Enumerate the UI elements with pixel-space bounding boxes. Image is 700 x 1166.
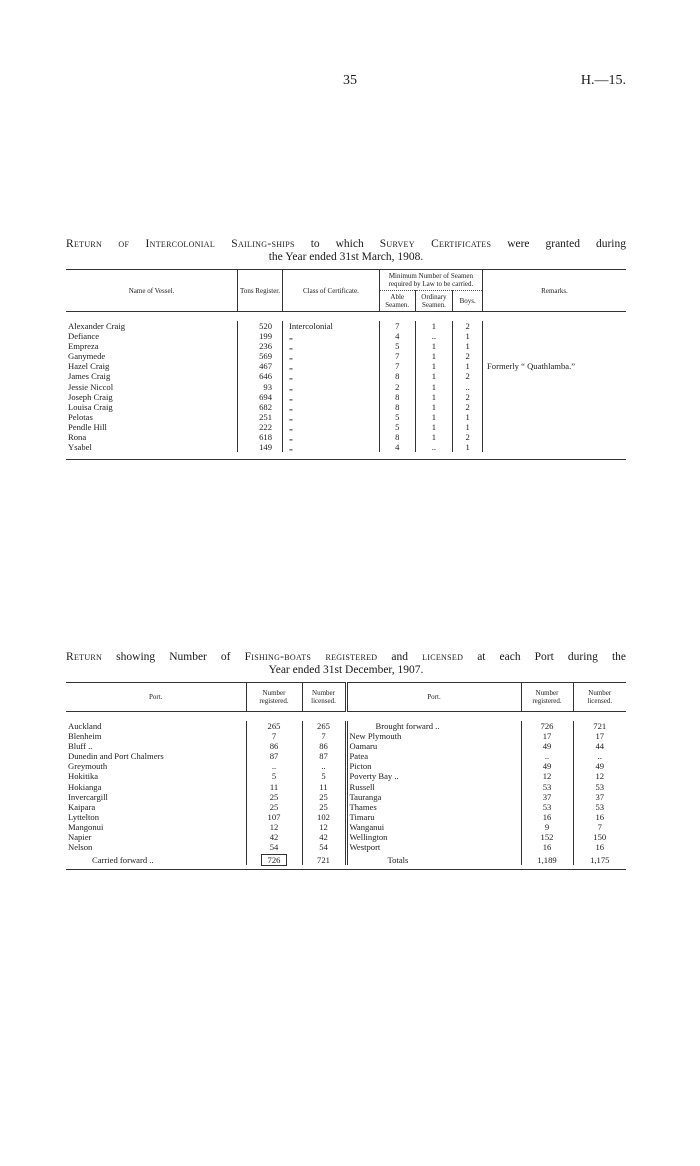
header-port-left: Port. [66,683,246,712]
sailing-ships-table [66,269,626,460]
remarks [483,402,627,412]
tons-register: 222 [238,422,283,432]
remarks: Formerly “ Quathlamba.” [483,361,627,371]
number-registered: 37 [521,792,573,802]
number-registered: 49 [521,741,573,751]
page-number: 35 [343,73,357,88]
able-seamen: 7 [379,321,415,331]
table2-title [66,651,626,677]
vessel-name: Pelotas [68,411,93,422]
table-row [66,341,626,351]
certificate-class: Intercolonial [283,321,380,331]
title-part: Survey Certificates [379,238,492,250]
number-licensed: .. [573,751,626,761]
number-registered: 87 [246,751,302,761]
port-name: Nelson [68,842,93,853]
vessel-name: Rona [68,432,87,443]
remarks [483,321,627,331]
port-name: Invercargill [68,791,108,802]
number-licensed: 54 [302,842,346,852]
tons-register: 251 [238,412,283,422]
table-row [66,432,626,442]
vessel-name: Alexander Craig [68,321,126,331]
certificate-class: „ [283,371,380,381]
title-part: Fishing-boats registered [244,651,378,663]
vessel-name: Empreza [68,341,99,352]
ordinary-seamen: 1 [415,412,453,422]
carried-forward-registered: 726 [261,854,288,866]
table-row [66,842,626,852]
title-part: were granted during [491,238,626,250]
vessel-name: James Craig [68,371,111,382]
table-row [66,721,626,731]
number-registered: 54 [246,842,302,852]
port-name: Auckland [68,721,102,731]
vessel-name: Pendle Hill [68,421,107,432]
tons-register: 149 [238,442,283,452]
table-row [66,782,626,792]
certificate-class: „ [283,351,380,361]
table-row [66,771,626,781]
number-licensed: .. [302,761,346,771]
number-licensed: 42 [302,832,346,842]
port-name: Poverty Bay .. [346,771,521,781]
boys: 1 [453,412,483,422]
number-registered: .. [521,751,573,761]
number-licensed: 16 [573,812,626,822]
table1-title [66,238,626,264]
number-registered: 25 [246,802,302,812]
table-row [66,412,626,422]
table-row [66,382,626,392]
totals-row [66,852,626,865]
number-licensed: 7 [302,731,346,741]
able-seamen: 8 [379,402,415,412]
certificate-class: „ [283,361,380,371]
header-licensed-right: Number licensed. [573,683,626,712]
totals-licensed: 1,175 [573,852,626,865]
title-part: to which [294,238,380,250]
table-row [66,802,626,812]
port-name: Thames [346,802,521,812]
vessel-name: Louisa Craig [68,401,113,412]
vessel-name: Joseph Craig [68,391,113,402]
boys: 2 [453,321,483,331]
remarks [483,412,627,422]
port-name: Oamaru [346,741,521,751]
vessel-name: Defiance [68,331,100,342]
ordinary-seamen: 1 [415,361,453,371]
number-licensed: 5 [302,771,346,781]
fishing-boats-table [66,682,626,870]
number-licensed: 12 [302,822,346,832]
port-name: Lyttelton [68,811,100,822]
table-row [66,422,626,432]
title-part: Return [66,651,103,663]
table-row [66,832,626,842]
number-registered: 12 [521,771,573,781]
number-licensed: 721 [573,721,626,731]
port-name: Timaru [346,812,521,822]
certificate-class: „ [283,422,380,432]
table2-title-line1 [66,651,626,664]
title-part: licensed [422,651,464,663]
header-licensed-left: Number licensed. [302,683,346,712]
ordinary-seamen: 1 [415,371,453,381]
able-seamen: 5 [379,422,415,432]
boys: 1 [453,422,483,432]
number-registered: 53 [521,802,573,812]
remarks [483,392,627,402]
totals-registered: 1,189 [521,852,573,865]
number-registered: 12 [246,822,302,832]
port-name: Picton [346,761,521,771]
able-seamen: 2 [379,382,415,392]
boys: 2 [453,432,483,442]
ordinary-seamen: .. [415,331,453,341]
ordinary-seamen: 1 [415,382,453,392]
remarks [483,371,627,381]
tons-register: 618 [238,432,283,442]
number-registered: 152 [521,832,573,842]
certificate-class: „ [283,442,380,452]
number-licensed: 25 [302,792,346,802]
ordinary-seamen: 1 [415,422,453,432]
tons-register: 682 [238,402,283,412]
number-registered: 25 [246,792,302,802]
number-registered: 5 [246,771,302,781]
table-row [66,402,626,412]
table-row [66,371,626,381]
port-name: Tauranga [346,792,521,802]
totals-label: Totals [387,855,409,866]
ordinary-seamen: 1 [415,321,453,331]
port-name: Dunedin and Port Chalmers [68,751,164,762]
boys: 2 [453,402,483,412]
port-name: Westport [346,842,521,852]
header-tons: Tons Register. [238,270,283,312]
tons-register: 569 [238,351,283,361]
number-registered: 107 [246,812,302,822]
able-seamen: 4 [379,442,415,452]
ordinary-seamen: 1 [415,432,453,442]
title-part: Return of Intercolonial Sailing-ships [66,238,295,250]
number-licensed: 86 [302,741,346,751]
able-seamen: 7 [379,351,415,361]
table-row [66,331,626,341]
port-name: Wanganui [346,822,521,832]
page-reference: H.—15. [580,73,626,88]
ordinary-seamen: 1 [415,341,453,351]
certificate-class: „ [283,382,380,392]
remarks [483,442,627,452]
table-row [66,761,626,771]
header-minimum-seamen: Minimum Number of Seamen required by Law to be carried. [379,270,482,291]
table-row [66,792,626,802]
port-name: Russell [346,782,521,792]
number-registered: 726 [521,721,573,731]
port-name: Greymouth [68,761,108,772]
tons-register: 520 [238,321,283,331]
port-name: New Plymouth [346,731,521,741]
boys: 2 [453,371,483,381]
header-registered-right: Number registered. [521,683,573,712]
table-row [66,361,626,371]
header-registered-left: Number registered. [246,683,302,712]
able-seamen: 8 [379,392,415,402]
remarks [483,422,627,432]
number-licensed: 49 [573,761,626,771]
title-part: at each Port during the [463,651,626,663]
number-licensed: 11 [302,782,346,792]
table-row [66,731,626,741]
remarks [483,331,627,341]
number-licensed: 53 [573,802,626,812]
number-registered: 265 [246,721,302,731]
header-port-right: Port. [346,683,521,712]
number-registered: 42 [246,832,302,842]
able-seamen: 4 [379,331,415,341]
port-name: Patea [346,751,521,761]
number-licensed: 37 [573,792,626,802]
header-ordinary-seamen: Ordinary Seamen. [415,291,453,312]
number-licensed: 7 [573,822,626,832]
port-name: Brought forward .. [346,721,521,731]
port-name: Kaipara [68,801,96,812]
ordinary-seamen: 1 [415,402,453,412]
number-registered: .. [246,761,302,771]
tons-register: 199 [238,331,283,341]
boys: 1 [453,361,483,371]
number-registered: 16 [521,842,573,852]
table-row [66,392,626,402]
certificate-class: „ [283,402,380,412]
number-licensed: 44 [573,741,626,751]
certificate-class: „ [283,412,380,422]
ordinary-seamen: .. [415,442,453,452]
boys: 1 [453,331,483,341]
number-registered: 11 [246,782,302,792]
header-able-seamen: Able Seamen. [379,291,415,312]
vessel-name: Ganymede [68,351,106,362]
table2-title-line2: Year ended 31st December, 1907. [268,664,424,676]
number-registered: 49 [521,761,573,771]
port-name: Mangonui [68,821,104,832]
number-licensed: 150 [573,832,626,842]
number-licensed: 16 [573,842,626,852]
number-licensed: 265 [302,721,346,731]
tons-register: 694 [238,392,283,402]
table-row [66,822,626,832]
ordinary-seamen: 1 [415,392,453,402]
table-row [66,751,626,761]
boys: .. [453,382,483,392]
tons-register: 646 [238,371,283,381]
title-part: showing Number of [102,651,245,663]
number-registered: 17 [521,731,573,741]
number-licensed: 25 [302,802,346,812]
table-row [66,351,626,361]
carried-forward-label: Carried forward .. [92,855,154,866]
vessel-name: Hazel Craig [68,361,110,372]
certificate-class: „ [283,392,380,402]
certificate-class: „ [283,341,380,351]
title-part: and [377,651,423,663]
number-licensed: 53 [573,782,626,792]
port-name: Napier [68,832,92,843]
vessel-name: Ysabel [68,442,92,453]
table-row [66,442,626,452]
boys: 2 [453,351,483,361]
sailing-ships-rows [66,321,626,452]
able-seamen: 5 [379,341,415,351]
table1-title-line2: the Year ended 31st March, 1908. [268,251,424,263]
able-seamen: 8 [379,432,415,442]
table-row [66,812,626,822]
remarks [483,382,627,392]
table-row [66,741,626,751]
header-boys: Boys. [453,291,483,312]
able-seamen: 7 [379,361,415,371]
port-name: Blenheim [68,731,102,742]
certificate-class: „ [283,432,380,442]
ordinary-seamen: 1 [415,351,453,361]
number-licensed: 102 [302,812,346,822]
remarks [483,432,627,442]
remarks [483,351,627,361]
port-name: Bluff .. [68,741,93,752]
boys: 1 [453,341,483,351]
number-registered: 86 [246,741,302,751]
port-name: Wellington [346,832,521,842]
number-licensed: 87 [302,751,346,761]
port-name: Hokianga [68,781,102,792]
vessel-name: Jessie Niccol [68,381,114,392]
header-remarks: Remarks. [483,270,627,312]
tons-register: 467 [238,361,283,371]
number-registered: 9 [521,822,573,832]
table1-title-line1 [66,238,626,251]
number-registered: 16 [521,812,573,822]
number-registered: 53 [521,782,573,792]
carried-forward-licensed: 721 [302,852,346,865]
able-seamen: 5 [379,412,415,422]
able-seamen: 8 [379,371,415,381]
boys: 1 [453,442,483,452]
boys: 2 [453,392,483,402]
remarks [483,341,627,351]
table-row [66,321,626,331]
number-registered: 7 [246,731,302,741]
number-licensed: 12 [573,771,626,781]
port-name: Hokitika [68,771,99,782]
certificate-class: „ [283,331,380,341]
tons-register: 236 [238,341,283,351]
header-class: Class of Certificate. [283,270,380,312]
header-vessel-name: Name of Vessel. [66,270,238,312]
number-licensed: 17 [573,731,626,741]
tons-register: 93 [238,382,283,392]
fishing-boats-rows [66,721,626,852]
